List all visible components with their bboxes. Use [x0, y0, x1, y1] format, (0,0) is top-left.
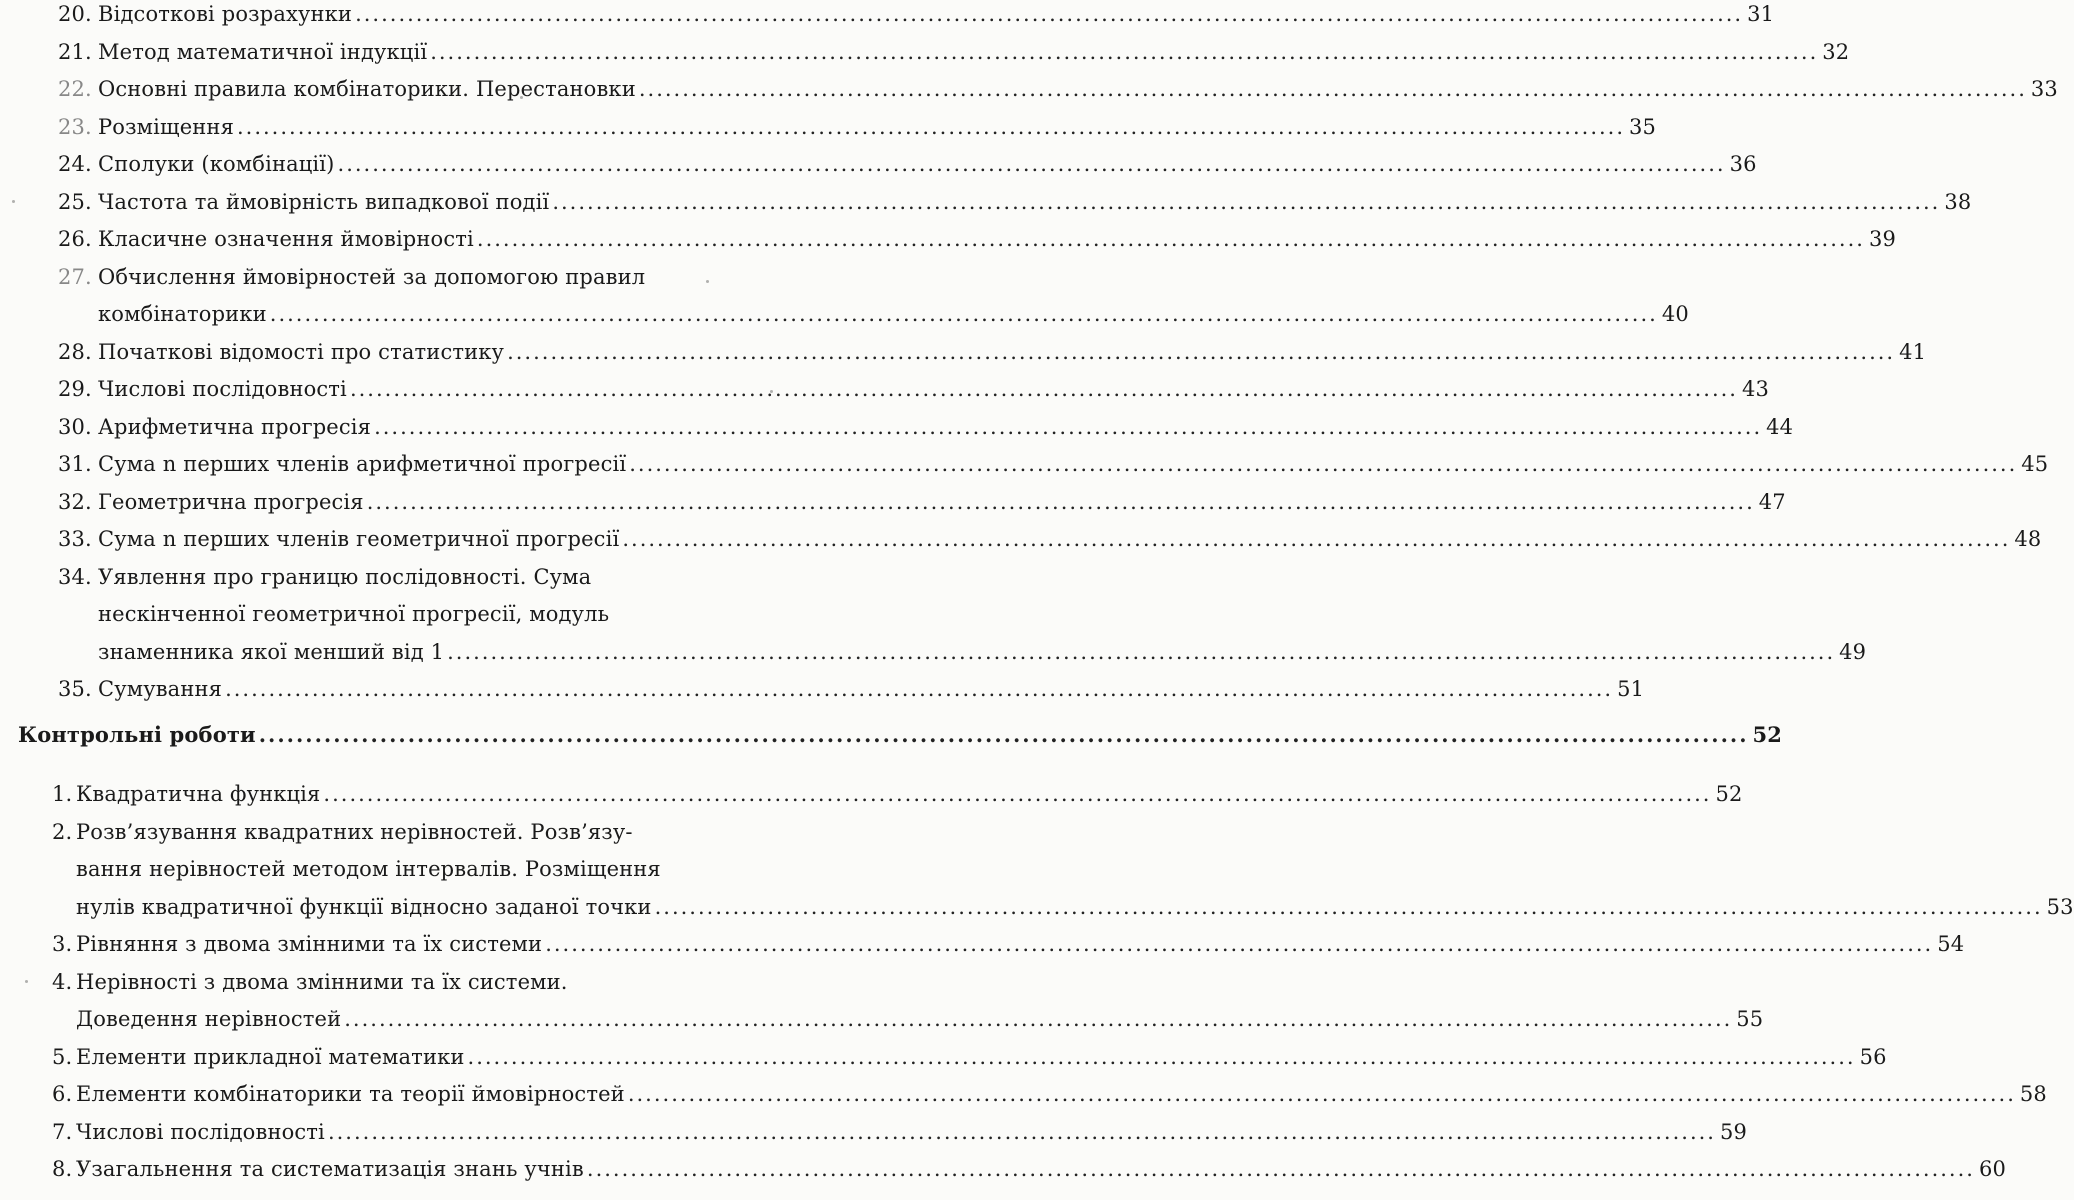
toc-entry-number: 21.	[58, 39, 92, 64]
dot-leader: ................................................................................................................................................................	[627, 1082, 2016, 1106]
toc-entry-title: Частота та ймовірність випадкової події	[98, 189, 550, 214]
toc-entry-number: 35.	[58, 677, 92, 701]
dot-leader: ................................................................................................................................................................	[629, 452, 2018, 476]
dot-leader: ................................................................................................................................................................	[638, 77, 2027, 101]
dot-leader: ................................................................................................................................................................	[654, 894, 2043, 919]
print-speck	[262, 656, 265, 659]
toc-page-number: 40	[1661, 302, 1689, 326]
toc-entry-line	[0, 294, 1689, 334]
dot-leader: ................................................................................................................................................................	[430, 39, 1819, 64]
toc-entry-title: Розміщення	[98, 114, 234, 139]
toc-entry-title: Числові послідовності	[98, 377, 347, 401]
toc-entry-number: 31.	[58, 452, 92, 476]
toc-entry-number: 7.	[52, 1119, 73, 1144]
toc-page-number: 53	[2046, 894, 2074, 919]
toc-entry-title: знаменника якої менший від 1	[98, 639, 445, 664]
toc-page-number: 44	[1766, 414, 1794, 439]
toc-entry-title: Обчислення ймовірностей за допомогою правил	[98, 264, 646, 289]
toc-entry-line	[0, 519, 2042, 559]
toc-entry-line	[0, 69, 2058, 109]
toc-page-number: 33	[2030, 77, 2058, 101]
toc-entry-title: нескінченної геометричної прогресії, модуль	[98, 602, 610, 626]
toc-page-number: 52	[1715, 782, 1743, 806]
print-speck	[770, 390, 773, 393]
dot-leader: ................................................................................................................................................................	[225, 677, 1614, 701]
toc-entry-number: 23.	[58, 114, 92, 139]
toc-entry-number: 22.	[58, 77, 92, 101]
toc-page-number: 54	[1937, 932, 1965, 956]
dot-leader: ................................................................................................................................................................	[269, 302, 1658, 326]
toc-entry-title: нулів квадратичної функції відносно заданої точки	[76, 894, 652, 919]
dot-leader: ................................................................................................................................................................	[476, 227, 1865, 251]
dot-leader: ................................................................................................................................................................	[374, 414, 1763, 439]
toc-entry-number: 33.	[58, 527, 92, 551]
toc-entry-line	[0, 144, 1757, 184]
toc-page-number: 48	[2014, 527, 2042, 551]
dot-leader: ................................................................................................................................................................	[327, 1119, 1716, 1144]
print-speck	[12, 200, 15, 203]
toc-entry-number: 24.	[58, 152, 92, 176]
toc-page-number: 60	[1978, 1157, 2006, 1181]
toc-entry-line	[0, 1149, 2006, 1189]
toc-entry-title: Сполуки (комбінації)	[98, 152, 335, 176]
toc-entry-title: Рівняння з двома змінними та їх системи	[76, 932, 543, 956]
toc-entry-number: 27.	[58, 264, 92, 289]
toc-page-number: 39	[1868, 227, 1896, 251]
toc-page-number: 41	[1899, 339, 1927, 364]
toc-entry-title: Арифметична прогресія	[98, 414, 372, 439]
toc-entry-number: 26.	[58, 227, 92, 251]
toc-entry-title: Елементи прикладної математики	[76, 1044, 465, 1069]
toc-entry-title: Основні правила комбінаторики. Перестановки	[98, 77, 636, 101]
toc-page-number: 43	[1741, 377, 1770, 401]
toc-entry-number: 3.	[52, 932, 73, 956]
toc-entry-line	[0, 219, 1896, 259]
toc-entry-title: Розв’язування квадратних нерівностей. Розв’язу-	[76, 819, 633, 844]
toc-entry-title: Узагальнення та систематизація знань учнів	[76, 1157, 584, 1181]
toc-entry-line	[0, 669, 1645, 709]
toc-entry-title: Геометрична прогресія	[98, 489, 364, 514]
toc-entry-line	[0, 369, 1770, 409]
toc-entry-title: Числові послідовності	[76, 1119, 325, 1144]
section-heading-line	[0, 715, 1783, 755]
toc-page-number: 38	[1944, 189, 1972, 214]
toc-entry-title: Елементи комбінаторики та теорії ймовірностей	[76, 1082, 625, 1106]
toc-entry-title: Нерівності з двома змінними та їх системи.	[76, 969, 568, 994]
toc-page-number: 49	[1839, 639, 1867, 664]
toc-entry-line	[0, 557, 790, 597]
toc-entry-title: комбінаторики	[98, 302, 267, 326]
toc-entry-title: Сума n перших членів геометричної прогресії	[98, 527, 620, 551]
toc-page-number: 32	[1822, 39, 1850, 64]
toc-page-number: 35	[1629, 114, 1657, 139]
toc-page-number: 59	[1719, 1119, 1748, 1144]
toc-entry-number: 6.	[52, 1082, 73, 1106]
toc-entry-line	[0, 407, 1794, 447]
toc-entry-line	[0, 482, 1786, 522]
toc-entry-title: Сумування	[98, 677, 223, 701]
toc-entry-line	[0, 1074, 2047, 1114]
print-speck	[25, 980, 28, 983]
toc-page-number: 36	[1729, 152, 1757, 176]
toc-entry-line	[0, 1112, 1748, 1152]
toc-entry-line	[0, 257, 790, 297]
dot-leader: ................................................................................................................................................................	[467, 1044, 1856, 1069]
dot-leader: ................................................................................................................................................................	[447, 639, 1836, 664]
toc-entry-title: Квадратична функція	[76, 782, 321, 806]
toc-entry-number: 30.	[58, 414, 92, 439]
toc-entry-title: вання нерівностей методом інтервалів. Розміщення	[76, 857, 661, 881]
toc-entry-number: 2.	[52, 819, 73, 844]
toc-page-number: 56	[1859, 1044, 1887, 1069]
toc-entry-number: 5.	[52, 1044, 73, 1069]
dot-leader: ................................................................................................................................................................	[552, 189, 1941, 214]
toc-entry-line	[0, 632, 1867, 672]
toc-entry-number: 4.	[52, 969, 73, 994]
dot-leader: ................................................................................................................................................................	[344, 1007, 1733, 1031]
toc-entry-line	[0, 444, 2049, 484]
toc-entry-title: Сума n перших членів арифметичної прогресії	[98, 452, 627, 476]
toc-entry-number: 1.	[52, 782, 73, 806]
toc-page-number: 58	[2019, 1082, 2047, 1106]
print-speck	[520, 96, 523, 99]
dot-leader: ................................................................................................................................................................	[258, 721, 1749, 747]
toc-entry-title: Метод математичної індукції	[98, 39, 428, 64]
toc-entry-number: 20.	[58, 2, 92, 26]
dot-leader: ................................................................................................................................................................	[355, 2, 1744, 26]
toc-page-number: 45	[2021, 452, 2049, 476]
toc-entry-title: Відсоткові розрахунки	[98, 2, 353, 26]
toc-page-number: 51	[1617, 677, 1645, 701]
dot-leader: ................................................................................................................................................................	[366, 489, 1755, 514]
dot-leader: ................................................................................................................................................................	[236, 114, 1626, 139]
toc-entry-line	[0, 182, 1972, 222]
dot-leader: ................................................................................................................................................................	[323, 782, 1712, 806]
toc-entry-title: Уявлення про границю послідовності. Сума	[98, 564, 592, 589]
toc-page-number: 31	[1747, 2, 1775, 26]
toc-entry-line	[0, 924, 1965, 964]
toc-entry-line	[0, 32, 1850, 72]
toc-entry-title: Початкові відомості про статистику	[98, 339, 505, 364]
dot-leader: ................................................................................................................................................................	[545, 932, 1934, 956]
toc-page-number: 47	[1758, 489, 1786, 514]
dot-leader: ................................................................................................................................................................	[507, 339, 1896, 364]
toc-entry-number: 25.	[58, 189, 92, 214]
toc-entry-number: 34.	[58, 564, 92, 589]
toc-entry-line	[0, 774, 1743, 814]
dot-leader: ................................................................................................................................................................	[349, 377, 1738, 401]
toc-entry-line	[0, 849, 790, 889]
toc-entry-line	[0, 1037, 1887, 1077]
toc-entry-number: 28.	[58, 339, 92, 364]
dot-leader: ................................................................................................................................................................	[622, 527, 2011, 551]
section-title: Контрольні роботи	[18, 721, 256, 747]
dot-leader: ................................................................................................................................................................	[337, 152, 1726, 176]
toc-entry-line	[0, 999, 1764, 1039]
toc-entry-line	[0, 887, 2074, 927]
toc-entry-line	[0, 594, 790, 634]
print-speck	[706, 280, 709, 283]
toc-entry-line	[0, 962, 790, 1002]
toc-entry-number: 8.	[52, 1157, 73, 1181]
toc-entry-number: 32.	[58, 489, 92, 514]
toc-page-number: 52	[1752, 721, 1783, 747]
dot-leader: ................................................................................................................................................................	[586, 1157, 1975, 1181]
toc-entry-line	[0, 0, 1775, 34]
toc-entry-title: Класичне означення ймовірності	[98, 227, 474, 251]
toc-entry-number: 29.	[58, 377, 92, 401]
toc-entry-title: Доведення нерівностей	[76, 1007, 342, 1031]
toc-entry-line	[0, 107, 1657, 147]
toc-entry-line	[0, 812, 790, 852]
toc-entry-line	[0, 332, 1927, 372]
toc-page-number: 55	[1736, 1007, 1764, 1031]
